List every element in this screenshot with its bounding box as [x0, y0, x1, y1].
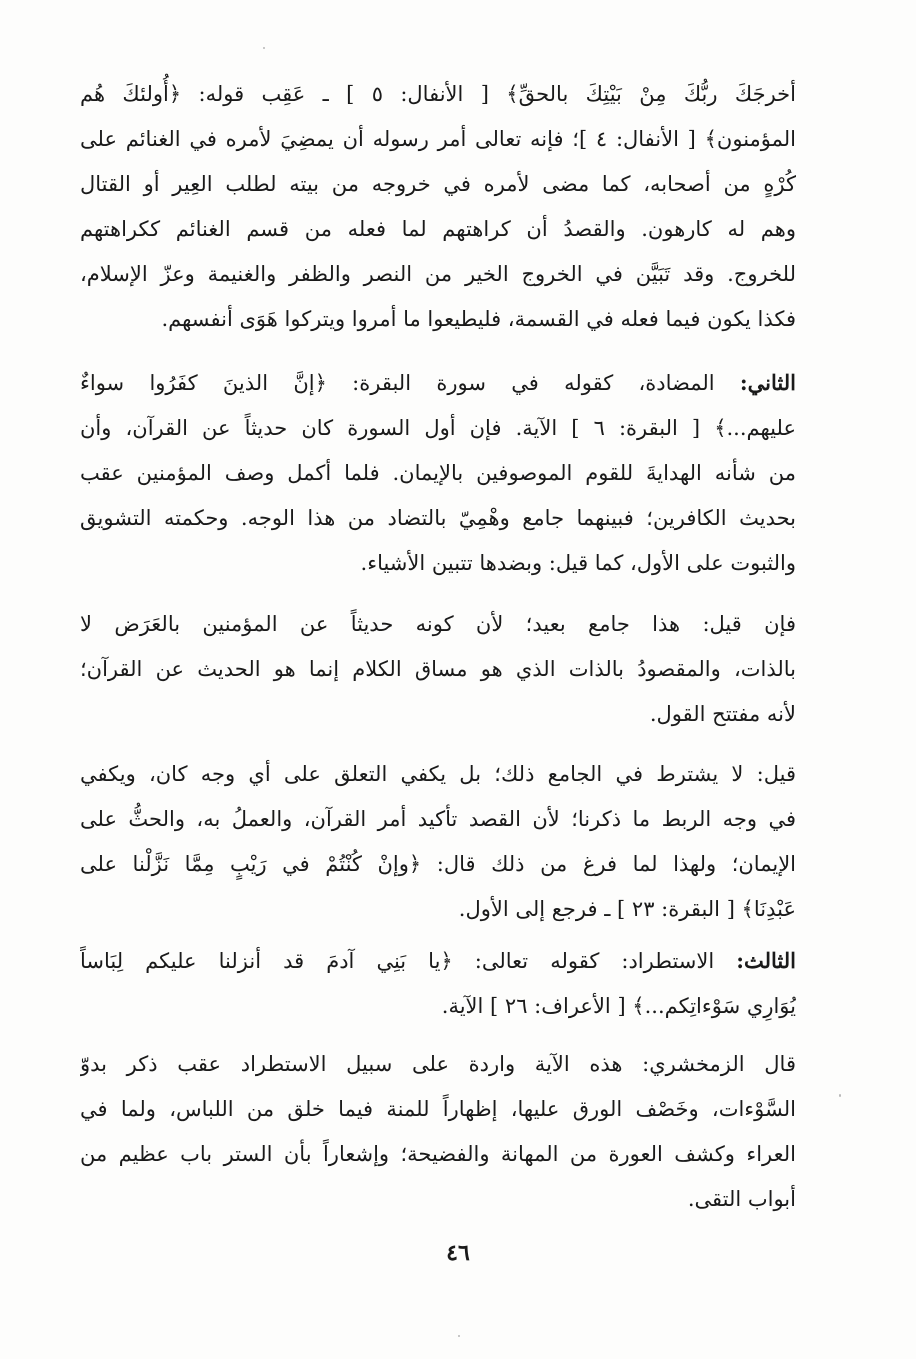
text-line: فإن قيل: هذا جامع بعيد؛ لأن كونه حديثاً عن المؤمنين بالعَرَض لا [80, 612, 796, 636]
text-line: والثبوت على الأول، كما قيل: وبضدها تتبين الأشياء. [360, 551, 796, 575]
text-line: العراء وكشف العورة من المهانة والفضيحة؛ وإشعاراً بأن الستر باب عظيم من [80, 1142, 796, 1166]
text-line: في وجه الربط ما ذكرنا؛ لأن القصد تأكيد أمر القرآن، والعملُ به، والحثُّ على [80, 807, 796, 831]
text-line: وهم له كارهون. والقصدُ أن كراهتهم لما فعله من قسم الغنائم ككراهتهم [80, 217, 796, 241]
text-line: أبواب التقى. [687, 1187, 796, 1211]
text-line: بحديث الكافرين؛ فبينهما جامع وهْمِيّ بالتضاد من هذا الوجه. وحكمته التشويق [80, 506, 796, 530]
text-line: لأنه مفتتح القول. [649, 702, 796, 726]
text-line: للخروج. وقد تَبَيَّن في الخروج الخير من النصر والظفر والغنيمة وعزّ الإسلام، [80, 262, 796, 286]
scan-speck [263, 47, 265, 49]
text-line: من شأنه الهدايةَ للقوم الموصوفين بالإيمان. فلما أكمل وصف المؤمنين عقب [80, 461, 796, 485]
text-line [80, 938, 796, 984]
text-line: كُرْهٍ من أصحابه، كما مضى لأمره في خروجه من بيته لطلب العِير أو القتال [80, 172, 796, 196]
paragraph-lead: الثاني: [739, 370, 796, 395]
text-line: الإيمان؛ ولهذا لما فرغ من ذلك قال: ﴿وإنْ كُنْتُمْ في رَيْبٍ مِمَّا نَزَّلْنا على [80, 852, 796, 876]
paragraph-2 [80, 360, 796, 586]
text-line: قيل: لا يشترط في الجامع ذلك؛ بل يكفي التعلق على أي وجه كان، ويكفي [80, 762, 796, 786]
paragraph-lead: الثالث: [736, 948, 796, 973]
text-line: المؤمنون﴾ [ الأنفال: ٤ ]؛ فإنه تعالى أمر رسوله أن يمضِيَ لأمره في الغنائم على [80, 127, 796, 151]
text-line: قال الزمخشري: هذه الآية واردة على سبيل الاستطراد عقب ذكر بدوّ [80, 1052, 796, 1076]
text-line: عَبْدِنَا﴾ [ البقرة: ٢٣ ] ـ فرجع إلى الأول. [458, 897, 796, 921]
text-line: يُوَارِي سَوْءاتِكم...﴾ [ الأعراف: ٢٦ ] الآية. [441, 994, 796, 1018]
text-line: عليهم...﴾ [ البقرة: ٦ ] الآية. فإن أول السورة كان حديثاً عن القرآن، وأن [80, 416, 796, 440]
paragraph-6 [80, 1042, 796, 1222]
text-line: بالذات، والمقصودُ بالذات الذي هو مساق الكلام إنما هو الحديث عن القرآن؛ [80, 657, 796, 681]
text-line [80, 360, 796, 406]
text-line: السَّوْءات، وخَصْف الورق عليها، إظهاراً للمنة فيما خلق من اللباس، ولما في [80, 1097, 796, 1121]
text-line: فكذا يكون فيما فعله في القسمة، فليطيعوا ما أمروا ويتركوا هَوَى أنفسهم. [161, 307, 796, 331]
paragraph-1 [80, 72, 796, 342]
scan-speck [458, 1335, 460, 1337]
page-number: ٤٦ [446, 1240, 470, 1266]
text-run: المضادة، كقوله في سورة البقرة: ﴿إنَّ الذينَ كفَرُوا سواءٌ [80, 371, 740, 395]
text-run: الاستطراد: كقوله تعالى: ﴿يا بَنِي آدمَ قد أنزلنا عليكم لِبَاساً [80, 949, 737, 973]
text-line: أخرجَكَ ربُّكَ مِنْ بَيْتِكَ بالحقِّ﴾ [ الأنفال: ٥ ] ـ عَقِب قوله: ﴿أُولئكَ هُم [80, 82, 796, 106]
paragraph-4 [80, 752, 796, 932]
scan-speck [839, 1094, 841, 1097]
paragraph-3 [80, 602, 796, 737]
paragraph-5 [80, 938, 796, 1029]
